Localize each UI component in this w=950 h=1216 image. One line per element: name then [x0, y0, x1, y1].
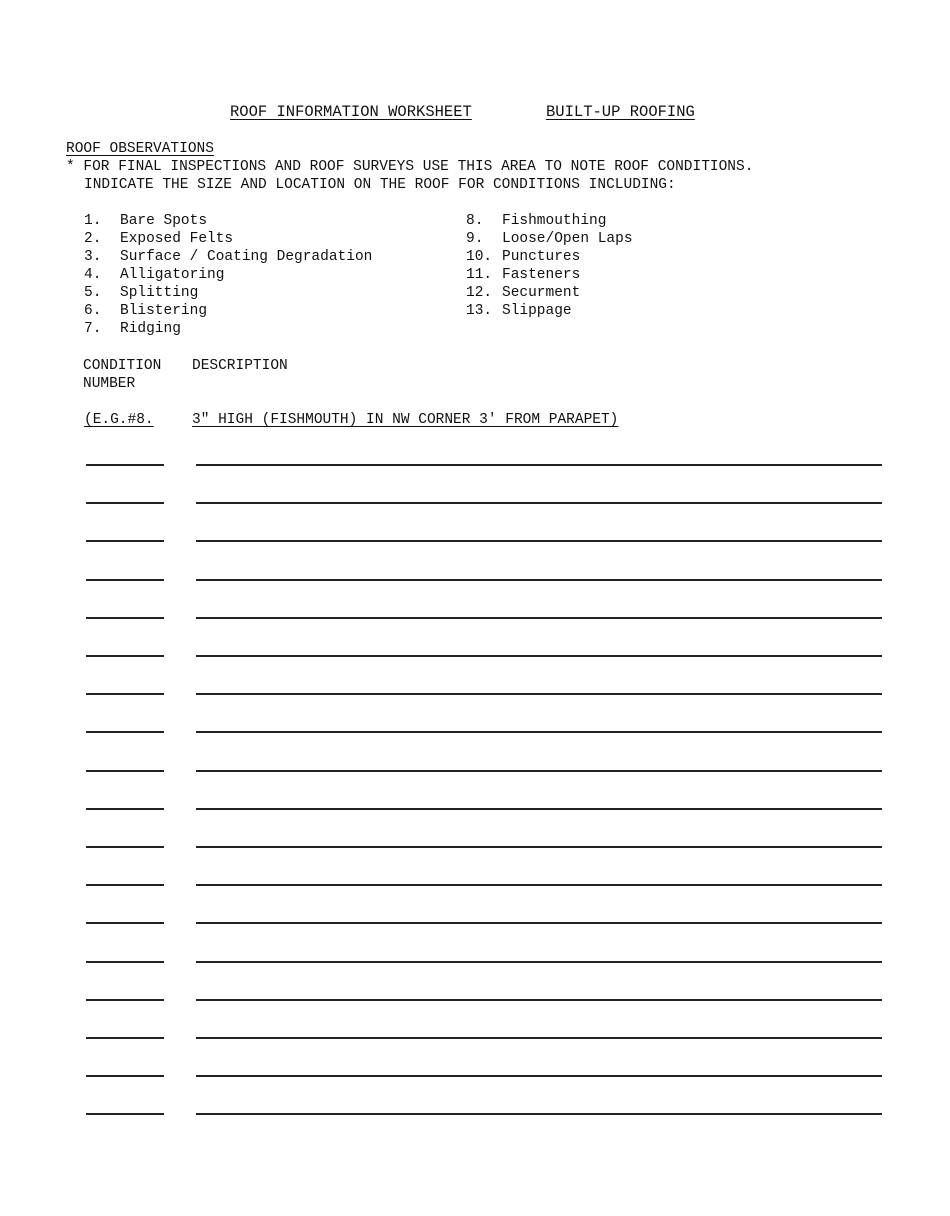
entry-row: [0, 579, 950, 581]
condition-number-blank[interactable]: [86, 770, 164, 772]
example-description: 3" HIGH (FISHMOUTH) IN NW CORNER 3' FROM PARAPET): [192, 412, 619, 428]
entry-row: [0, 731, 950, 733]
instruction-line-1: * FOR FINAL INSPECTIONS AND ROOF SURVEYS USE THIS AREA TO NOTE ROOF CONDITIONS.: [66, 159, 754, 175]
condition-number-blank[interactable]: [86, 884, 164, 886]
worksheet-title: ROOF INFORMATION WORKSHEET: [230, 103, 472, 121]
description-blank[interactable]: [196, 693, 882, 695]
condition-number-blank[interactable]: [86, 1113, 164, 1115]
condition-number-blank[interactable]: [86, 961, 164, 963]
condition-item: 9. Loose/Open Laps: [466, 231, 633, 247]
entry-row: [0, 884, 950, 886]
description-blank[interactable]: [196, 731, 882, 733]
condition-number-blank[interactable]: [86, 808, 164, 810]
condition-number-blank[interactable]: [86, 655, 164, 657]
entry-row: [0, 961, 950, 963]
entry-row: [0, 502, 950, 504]
roofing-type-title: BUILT-UP ROOFING: [546, 103, 695, 121]
description-blank[interactable]: [196, 922, 882, 924]
description-blank[interactable]: [196, 808, 882, 810]
entry-row: [0, 922, 950, 924]
condition-item: 10. Punctures: [466, 249, 581, 265]
condition-number-blank[interactable]: [86, 731, 164, 733]
description-blank[interactable]: [196, 1037, 882, 1039]
description-blank[interactable]: [196, 1113, 882, 1115]
description-blank[interactable]: [196, 464, 882, 466]
entry-row: [0, 693, 950, 695]
description-blank[interactable]: [196, 961, 882, 963]
condition-number-column-header: CONDITION NUMBER: [83, 358, 162, 392]
entry-row: [0, 540, 950, 542]
description-blank[interactable]: [196, 540, 882, 542]
condition-number-blank[interactable]: [86, 999, 164, 1001]
condition-number-blank[interactable]: [86, 540, 164, 542]
condition-number-blank[interactable]: [86, 579, 164, 581]
description-blank[interactable]: [196, 502, 882, 504]
condition-item: 4. Alligatoring: [84, 267, 225, 283]
description-blank[interactable]: [196, 999, 882, 1001]
entry-row: [0, 1113, 950, 1115]
description-blank[interactable]: [196, 1075, 882, 1077]
section-heading: ROOF OBSERVATIONS: [66, 141, 214, 157]
description-blank[interactable]: [196, 884, 882, 886]
condition-number-blank[interactable]: [86, 846, 164, 848]
condition-item: 8. Fishmouthing: [466, 213, 607, 229]
entry-row: [0, 464, 950, 466]
condition-item: 6. Blistering: [84, 303, 208, 319]
condition-item: 13. Slippage: [466, 303, 572, 319]
description-blank[interactable]: [196, 770, 882, 772]
condition-number-blank[interactable]: [86, 1037, 164, 1039]
description-blank[interactable]: [196, 579, 882, 581]
condition-item: 12. Securment: [466, 285, 581, 301]
condition-number-blank[interactable]: [86, 1075, 164, 1077]
condition-item: 3. Surface / Coating Degradation: [84, 249, 373, 265]
conditions-list-right: [466, 212, 633, 320]
example-condition-number: (E.G.#8.: [84, 412, 154, 428]
conditions-list-left: [84, 212, 372, 338]
entry-row: [0, 1037, 950, 1039]
entry-row: [0, 999, 950, 1001]
entry-row: [0, 808, 950, 810]
entry-row: [0, 1075, 950, 1077]
condition-number-blank[interactable]: [86, 617, 164, 619]
description-blank[interactable]: [196, 617, 882, 619]
instruction-line-2: INDICATE THE SIZE AND LOCATION ON THE ROOF FOR CONDITIONS INCLUDING:: [84, 177, 676, 193]
description-blank[interactable]: [196, 655, 882, 657]
description-column-header: DESCRIPTION: [192, 358, 288, 374]
entry-row: [0, 617, 950, 619]
condition-item: 11. Fasteners: [466, 267, 581, 283]
entry-row: [0, 770, 950, 772]
condition-item: 5. Splitting: [84, 285, 199, 301]
condition-number-blank[interactable]: [86, 464, 164, 466]
condition-number-blank[interactable]: [86, 922, 164, 924]
entry-row: [0, 655, 950, 657]
condition-item: 7. Ridging: [84, 321, 181, 337]
entry-row: [0, 846, 950, 848]
condition-number-blank[interactable]: [86, 693, 164, 695]
condition-item: 1. Bare Spots: [84, 213, 208, 229]
condition-number-blank[interactable]: [86, 502, 164, 504]
description-blank[interactable]: [196, 846, 882, 848]
condition-item: 2. Exposed Felts: [84, 231, 234, 247]
